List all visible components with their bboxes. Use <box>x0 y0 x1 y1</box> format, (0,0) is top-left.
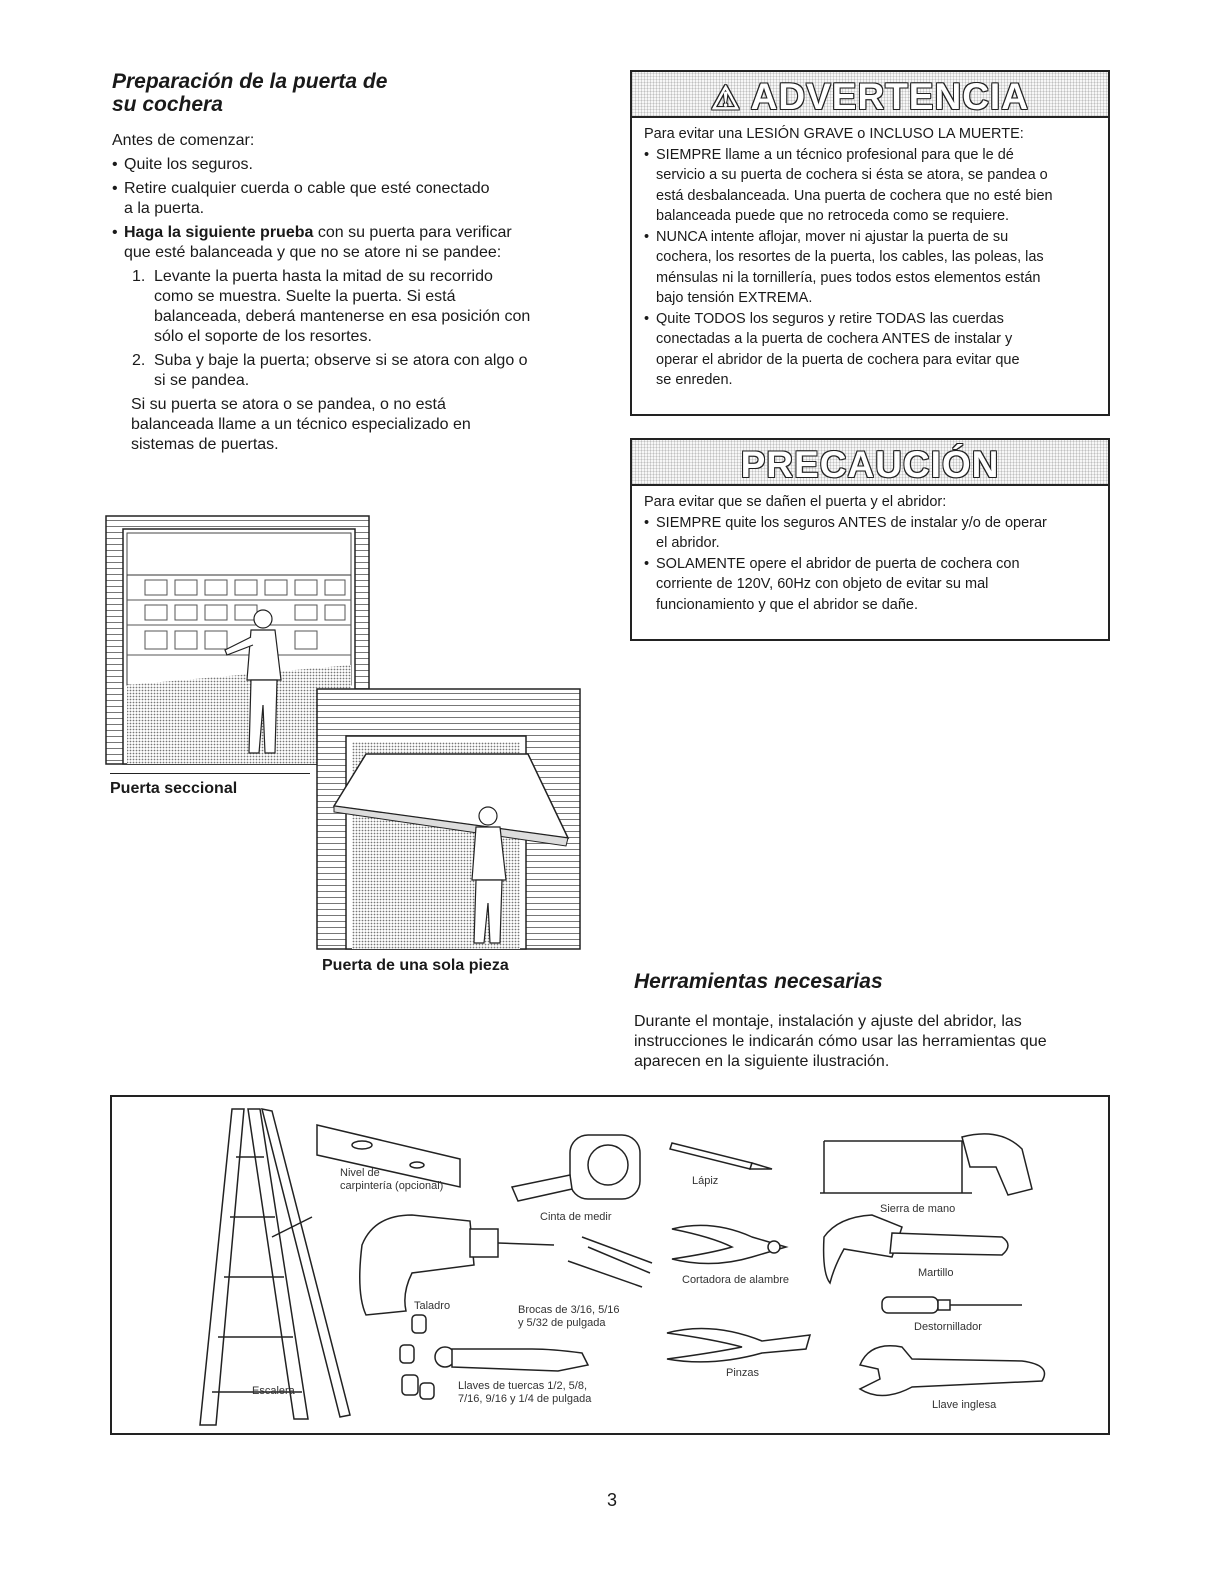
label-escalera: Escalera <box>252 1385 295 1397</box>
caution-bullet: • SIEMPRE quite los seguros ANTES de instalar y/o de operar el abridor. <box>644 514 1047 551</box>
label-llave-inglesa: Llave inglesa <box>932 1399 997 1411</box>
list-item: • Retire cualquier cuerda o cable que esté conectado a la puerta. <box>112 180 490 217</box>
drill-bits-icon <box>568 1237 652 1287</box>
preparation-section <box>112 70 592 455</box>
tools-illustration-box <box>110 1095 1110 1435</box>
tools-intro: Durante el montaje, instalación y ajuste del abridor, las instrucciones le indicarán cómo usar las herramientas que aparecen en la siguiente ilustración. <box>634 1013 1047 1070</box>
section-title: Preparación de la puerta de su cochera <box>112 70 388 116</box>
intro-text: Antes de comenzar: <box>112 132 255 149</box>
drill-icon <box>360 1215 554 1315</box>
list-item: • Quite los seguros. <box>112 156 253 173</box>
warning-heading: ADVERTENCIA <box>750 76 1029 117</box>
warning-intro: Para evitar una LESIÓN GRAVE o INCLUSO LA MUERTE: <box>644 126 1024 142</box>
label-martillo: Martillo <box>918 1267 954 1279</box>
pliers-icon <box>667 1329 810 1362</box>
label-cortadora: Cortadora de alambre <box>682 1274 790 1286</box>
label-taladro: Taladro <box>414 1300 451 1312</box>
caution-intro: Para evitar que se dañen el puerta y el abridor: <box>644 494 947 510</box>
warning-bullet: • SIEMPRE llame a un técnico profesional para que le dé servicio a su puerta de cochera si ésta se atora, se pandea o está desbalanceada. Una puerta de cochera que no esté bien balanceada puede que no retroceda como se requiere. <box>644 146 1053 224</box>
tools-title: Herramientas necesarias <box>634 970 883 993</box>
warning-banner <box>632 72 1108 118</box>
pencil-icon <box>670 1143 772 1169</box>
screwdriver-icon <box>882 1297 1022 1313</box>
tools-drawing <box>112 1097 1108 1433</box>
caption-sectional: Puerta seccional <box>110 780 238 797</box>
wire-cutter-icon <box>672 1225 786 1263</box>
list-item: • Haga la siguiente prueba con su puerta para verificar que esté balanceada y que no se atore ni se pandee: <box>112 224 512 261</box>
step-item: 1. Levante la puerta hasta la mitad de su recorrido como se muestra. Suelte la puerta. Si está balanceada, deberá mantenerse en esa posición con sólo el soporte de los resortes. <box>132 268 531 345</box>
label-brocas: Brocas de 3/16, 5/16 y 5/32 de pulgada <box>518 1304 620 1329</box>
step-item: 2. Suba y baje la puerta; observe si se atora con algo o si se pandea. <box>132 352 528 389</box>
label-lapiz: Lápiz <box>692 1175 719 1187</box>
caution-banner <box>632 440 1108 486</box>
caption-onepiece: Puerta de una sola pieza <box>322 957 509 974</box>
label-llaves: Llaves de tuercas 1/2, 5/8, 7/16, 9/16 y 1/4 de pulgada <box>458 1380 592 1405</box>
caution-heading: PRECAUCIÓN <box>740 444 1000 485</box>
warning-bullet: • NUNCA intente aflojar, mover ni ajustar la puerta de su cochera, los resortes de la puerta, los cables, las poleas, las ménsulas ni la tornillería, pues todos estos elementos están bajo tensión EXTREMA. <box>644 228 1044 306</box>
one-piece-door-illustration <box>316 688 581 950</box>
label-destornillador: Destornillador <box>914 1321 982 1333</box>
adjustable-wrench-icon <box>860 1346 1045 1396</box>
hammer-icon <box>824 1215 1008 1283</box>
label-sierra: Sierra de mano <box>880 1203 956 1215</box>
caution-box <box>630 438 1110 641</box>
warning-triangle-icon: ⚠ <box>711 80 741 116</box>
warning-bullet: • Quite TODOS los seguros y retire TODAS las cuerdas conectadas a la puerta de cochera ANTES de instalar y operar el abridor de la puerta de cochera para evitar que se enreden. <box>644 310 1020 388</box>
warning-box <box>630 70 1110 416</box>
page-number: 3 <box>606 1490 617 1510</box>
label-pinzas: Pinzas <box>726 1367 760 1379</box>
tape-measure-icon <box>512 1135 640 1201</box>
caution-bullet: • SOLAMENTE opere el abridor de puerta de cochera con corriente de 120V, 60Hz con objeto de evitar su mal funcionamiento y que el abridor se dañe. <box>644 555 1020 613</box>
hack-saw-icon <box>820 1134 1032 1195</box>
label-nivel: Nivel de carpintería (opcional) <box>340 1167 444 1192</box>
closing-text: Si su puerta se atora o se pandea, o no está balanceada llame a un técnico especializado en sistemas de puertas. <box>131 396 471 453</box>
label-cinta: Cinta de medir <box>540 1211 612 1223</box>
